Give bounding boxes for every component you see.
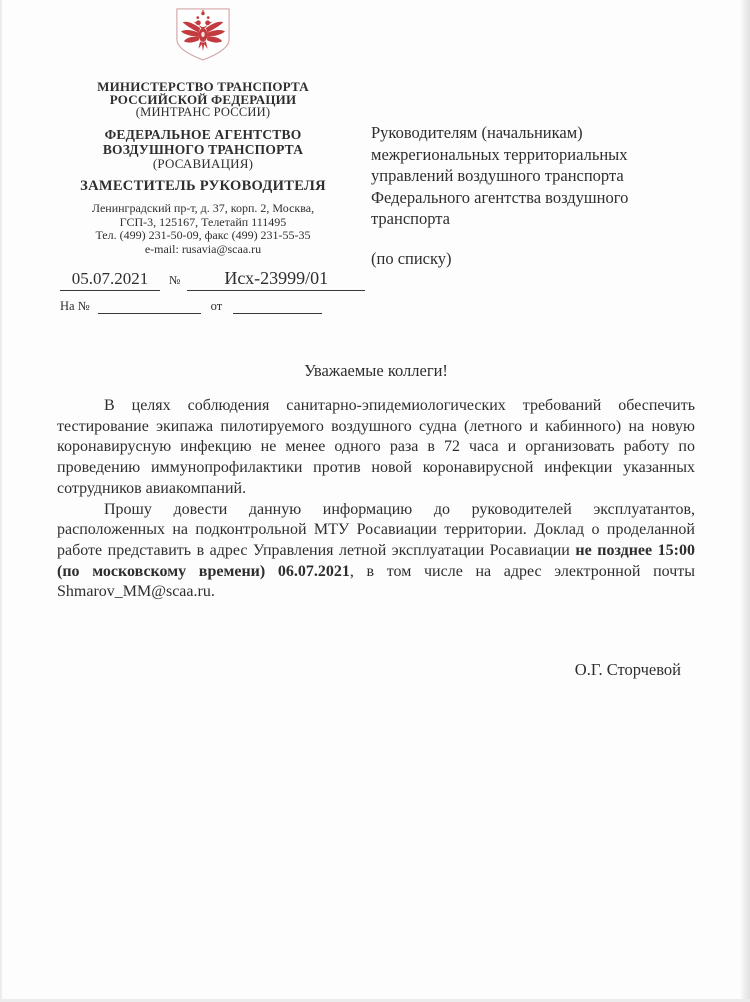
reply-reference-row [60,299,365,314]
outgoing-number-field: Исх-23999/01 [187,268,365,291]
address-block [55,202,351,256]
email-line: e-mail: rusavia@scaa.ru [144,241,262,256]
phone-fax-line: Тел. (499) 231-50-09, факс (499) 231-55-35 [95,228,311,242]
reply-from-label: от [210,299,223,313]
recipient-line: межрегиональных территориальных [371,144,628,164]
recipient-line: Руководителям (начальникам) [371,123,583,142]
reference-block [60,268,365,314]
official-position: ЗАМЕСТИТЕЛЬ РУКОВОДИТЕЛЯ [80,178,326,194]
body-paragraph-1: В целях соблюдения санитарно-эпидемиологических требований обеспечить тестирование экипажа пилотируемого воздушного судна (летного и кабинного) на новую коронавирусную инфекцию не менее одного раза в 72 часа и организовать работу по проведению иммунопрофилактики против новой коронавирусной инфекции указанных сотрудников авиакомпаний. [57,397,695,497]
agency-abbrev: (РОСАВИАЦИЯ) [152,156,254,171]
postal-address-line1: Ленинградский пр-т, д. 37, корп. 2, Москва, [91,201,315,215]
distribution-note: (по списку) [371,248,452,268]
ministry-abbrev: (МИНТРАНС РОССИИ) [135,105,271,119]
agency-name-line1: ФЕДЕРАЛЬНОЕ АГЕНТСТВО [104,127,302,142]
reply-date-blank-field [233,299,322,314]
paragraph-2-text: Прошу довести данную информацию до руководителей эксплуатантов, расположенных на подконтрольной МТУ Росавиации территории. Доклад о проделанной работе представить в адрес Управления летной эксплуатации Росавиации [57,500,695,559]
deadline-bold-text: не позднее 15:00 (по московскому времени) 06.07.2021 [57,541,695,580]
number-sign: № [169,273,181,287]
scan-edge-right [741,0,750,1002]
ministry-name-line2: РОССИЙСКОЙ ФЕДЕРАЦИИ [109,92,297,107]
recipient-line: транспорта [371,209,450,228]
ministry-name-line1: МИНИСТЕРСТВО ТРАНСПОРТА [97,79,309,94]
ministry-name [55,80,351,119]
recipient-line: Федерального агентства воздушного [371,187,629,207]
recipient-line: управлений воздушного транспорта [371,166,624,185]
russia-coat-of-arms-icon [170,6,236,64]
date-field: 05.07.2021 [60,269,160,291]
postal-address-line2: ГСП-3, 125167, Телетайп 111495 [119,214,287,229]
date-number-row [60,268,365,291]
letter-body [57,396,695,603]
recipient-block [371,122,671,269]
scan-edge-left [0,0,2,1002]
body-paragraph-2 [57,500,695,604]
paragraph-2-text-end: , в том числе на адрес электронной почты Shmarov_MM@scaa.ru. [57,562,696,601]
signature-name: О.Г. Сторчевой [574,660,681,679]
agency-name-line2: ВОЗДУШНОГО ТРАНСПОРТА [102,142,304,157]
reply-number-label: На № [60,299,90,313]
letterhead [55,6,351,256]
reply-number-blank-field [98,299,201,314]
salutation: Уважаемые коллеги! [304,361,448,380]
agency-name [55,127,351,171]
